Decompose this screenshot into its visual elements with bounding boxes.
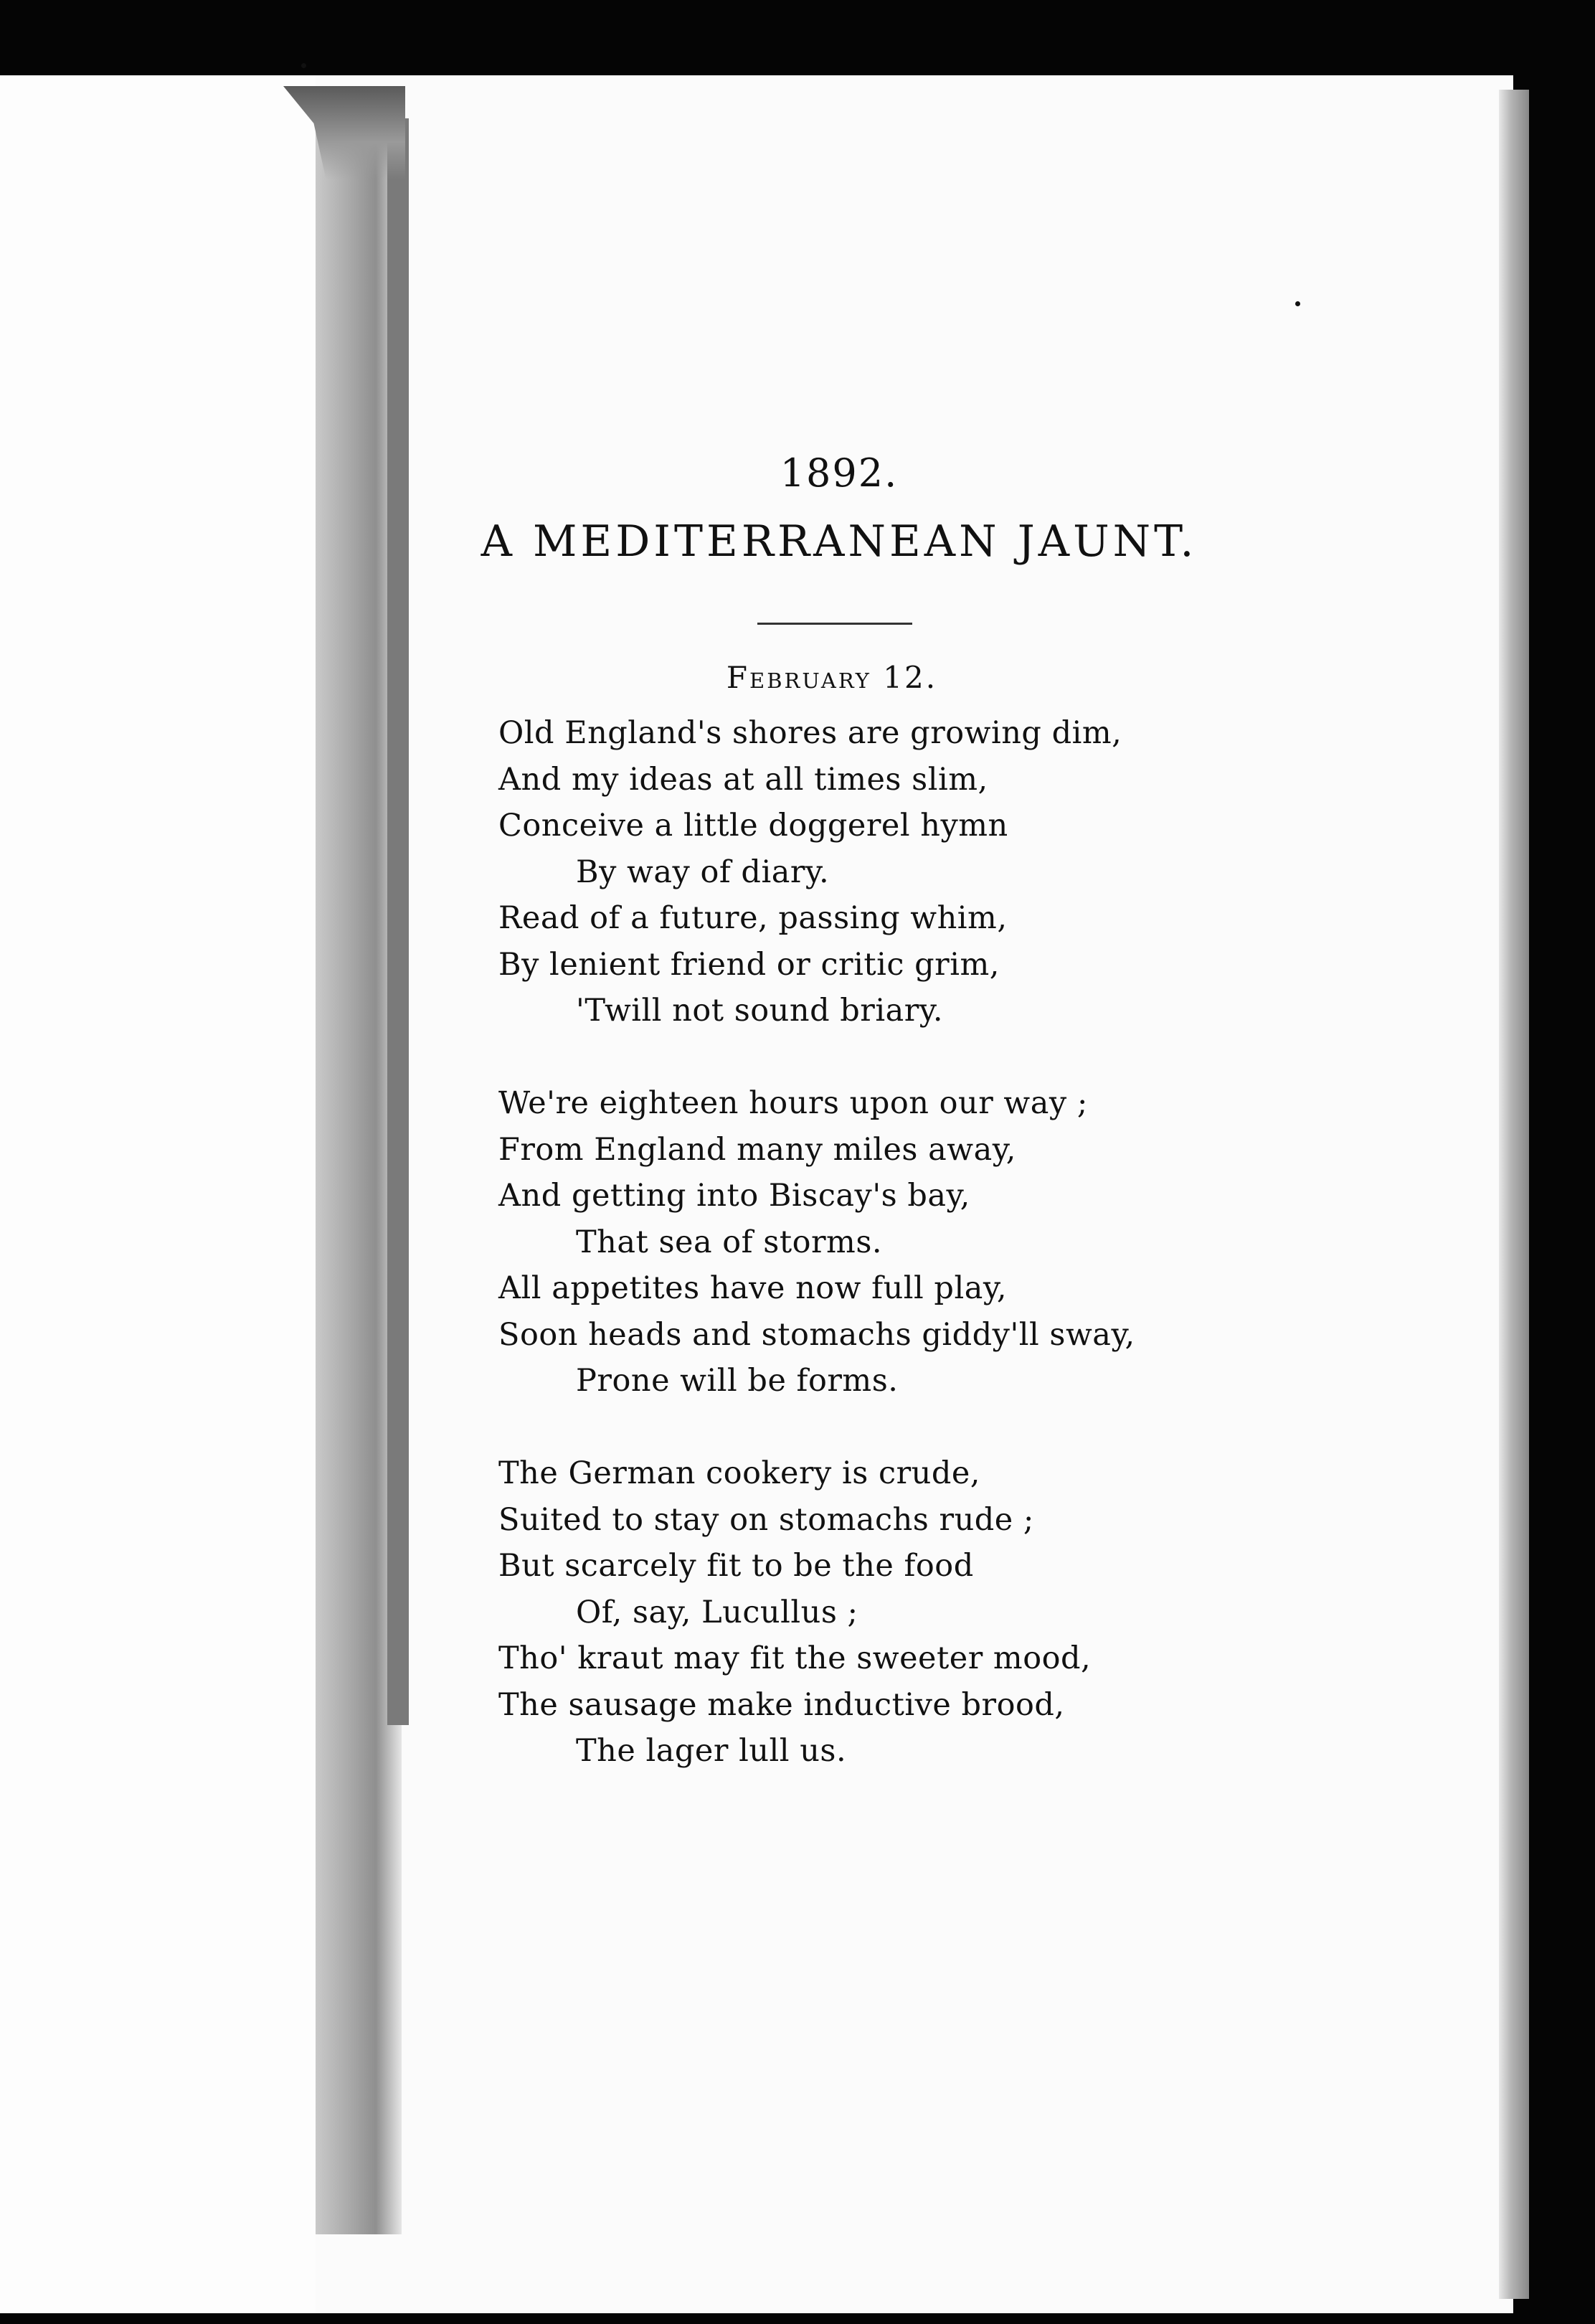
stanza xyxy=(498,710,1431,1034)
poem-line: Tho' kraut may fit the sweeter mood, xyxy=(498,1640,1092,1676)
page-title: A MEDITERRANEAN JAUNT. xyxy=(481,516,1198,567)
poem-line: Conceive a little doggerel hymn xyxy=(498,808,1008,844)
dust-speck xyxy=(1295,301,1300,306)
poem-line: All appetites have now full play, xyxy=(498,1270,1008,1306)
poem-line: And getting into Biscay's bay, xyxy=(498,1178,970,1214)
poem-line: We're eighteen hours upon our way ; xyxy=(498,1085,1088,1121)
poem xyxy=(498,710,1431,1820)
poem-line: From England many miles away, xyxy=(498,1131,1016,1168)
poem-line-indented: That sea of storms. xyxy=(576,1224,883,1260)
poem-line-indented: 'Twill not sound briary. xyxy=(576,993,944,1029)
poem-line: Read of a future, passing whim, xyxy=(498,900,1008,936)
poem-line: Suited to stay on stomachs rude ; xyxy=(498,1501,1034,1538)
page-year: 1892. xyxy=(780,450,899,496)
gutter-dark-edge xyxy=(387,118,409,1725)
page-fore-edge xyxy=(1499,90,1529,2299)
poem-line-indented: Of, say, Lucullus ; xyxy=(576,1594,858,1630)
poem-line-indented: The lager lull us. xyxy=(576,1733,847,1769)
stanza xyxy=(498,1080,1431,1404)
poem-line-indented: Prone will be forms. xyxy=(576,1363,899,1399)
poem-line: Soon heads and stomachs giddy'll sway, xyxy=(498,1316,1135,1353)
poem-line: Old England's shores are growing dim, xyxy=(498,715,1122,751)
left-page-blank xyxy=(0,75,316,2313)
poem-line: The sausage make inductive brood, xyxy=(498,1686,1065,1723)
poem-line: But scarcely fit to be the food xyxy=(498,1548,974,1584)
title-divider xyxy=(757,623,912,625)
stanza xyxy=(498,1450,1431,1775)
poem-line-indented: By way of diary. xyxy=(576,854,830,890)
entry-date: February 12. xyxy=(726,660,938,695)
poem-line: The German cookery is crude, xyxy=(498,1455,980,1491)
poem-line: By lenient friend or critic grim, xyxy=(498,946,1000,983)
dust-speck xyxy=(301,63,306,68)
poem-line: And my ideas at all times slim, xyxy=(498,761,988,798)
